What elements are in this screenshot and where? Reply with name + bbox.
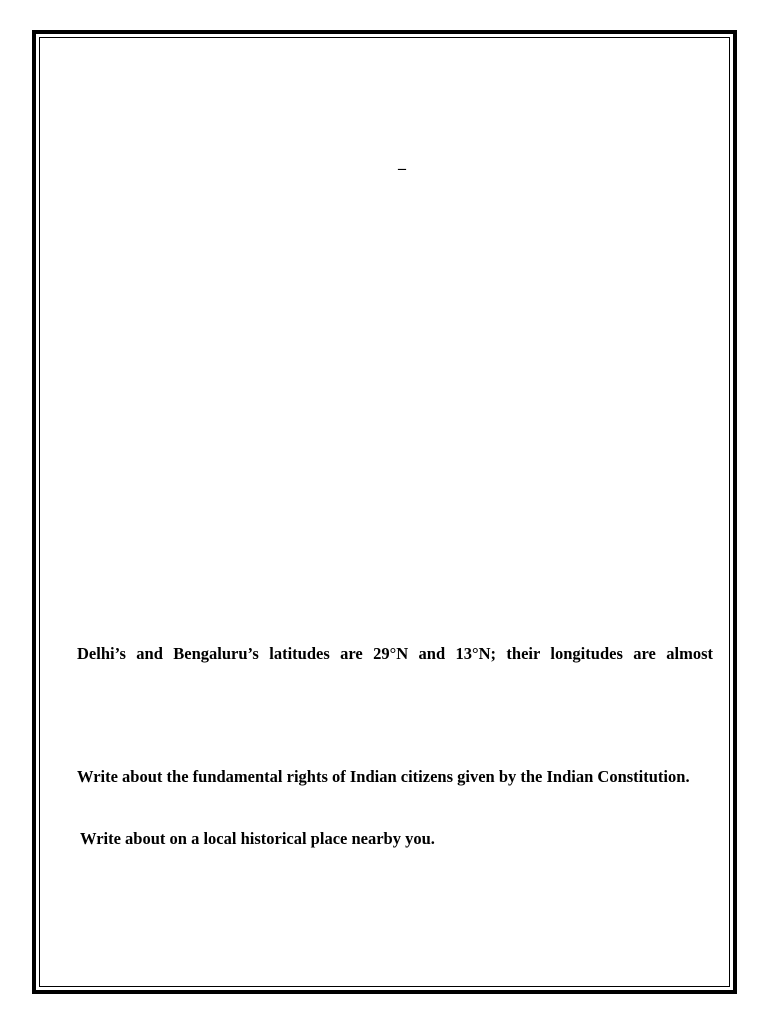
question-historical-place: Write about on a local historical place nearby you.: [80, 829, 435, 848]
dash-mark: –: [398, 160, 406, 177]
question-latitudes: Delhi’s and Bengaluru’s latitudes are 29°N and 13°N; their longitudes are almost: [77, 644, 713, 663]
page-border: [32, 30, 737, 994]
question-fundamental-rights: Write about the fundamental rights of Indian citizens given by the Indian Constitution.: [77, 767, 690, 786]
